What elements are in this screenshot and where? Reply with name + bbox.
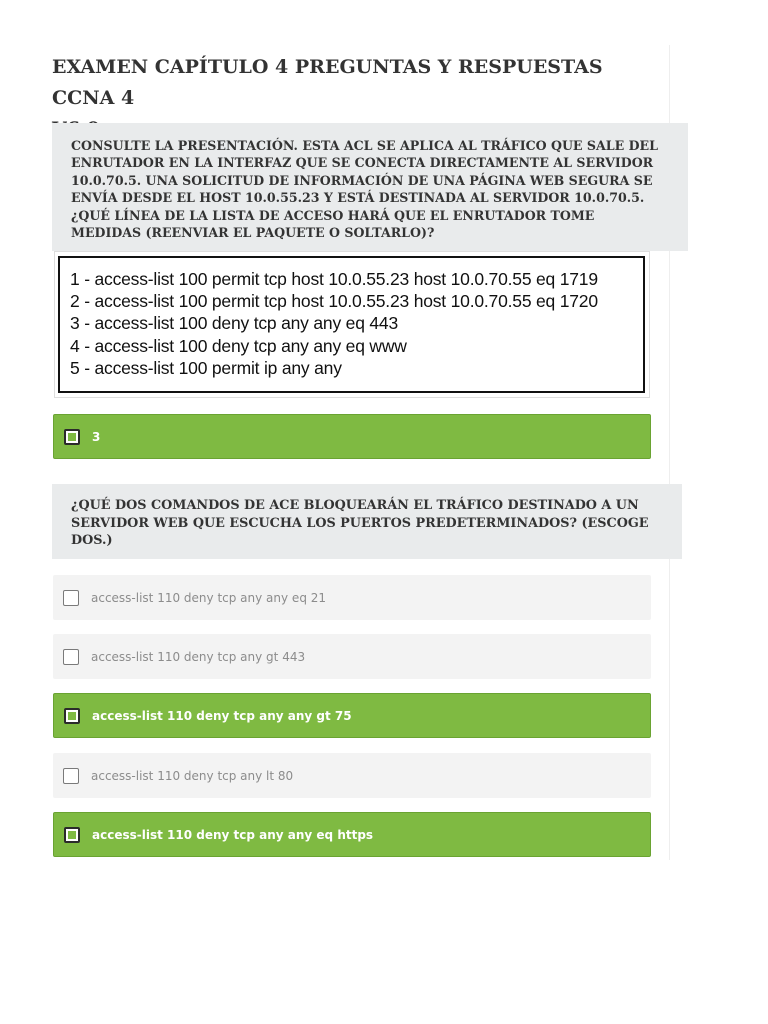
answer-option-lt-80[interactable] (53, 753, 651, 798)
question-text-line: ¿QUÉ LÍNEA DE LA LISTA DE ACCESO HARÁ QUE EL ENRUTADOR TOME (71, 207, 595, 223)
question-1-prompt (52, 123, 688, 251)
acl-line: 3 - access-list 100 deny tcp any any eq 443 (70, 313, 398, 334)
acl-line: 1 - access-list 100 permit tcp host 10.0.55.23 host 10.0.70.55 eq 1719 (70, 269, 598, 289)
answer-option-label: 3 (92, 429, 101, 444)
answer-option-label: access-list 110 deny tcp any lt 80 (91, 768, 294, 783)
question-text-line: DOS.) (71, 533, 113, 549)
answer-option-label: access-list 110 deny tcp any any eq https (92, 827, 374, 842)
acl-exhibit (58, 256, 645, 393)
checked-checkbox-icon[interactable] (64, 708, 80, 724)
question-text-line: ENVÍA DESDE EL HOST 10.0.55.23 Y ESTÁ DESTINADA AL SERVIDOR 10.0.70.5. (71, 190, 645, 206)
answer-option-label: access-list 110 deny tcp any any eq 21 (91, 590, 327, 605)
page-title-line: EXAMEN CAPÍTULO 4 PREGUNTAS Y RESPUESTAS CCNA 4 (52, 56, 603, 109)
unchecked-checkbox-icon[interactable] (63, 590, 79, 606)
checked-checkbox-icon[interactable] (64, 429, 80, 445)
question-text-line: MEDIDAS (REENVIAR EL PAQUETE O SOLTARLO)? (71, 225, 435, 241)
question-text-line: ¿QUÉ DOS COMANDOS DE ACE BLOQUEARÁN EL TRÁFICO DESTINADO A UN (71, 498, 639, 513)
question-text-line: 10.0.70.5. UNA SOLICITUD DE INFORMACIÓN DE UNA PÁGINA WEB SEGURA SE (71, 172, 653, 188)
acl-line: 4 - access-list 100 deny tcp any any eq www (70, 335, 407, 356)
checked-checkbox-icon[interactable] (64, 827, 80, 843)
unchecked-checkbox-icon[interactable] (63, 768, 79, 784)
acl-line: 5 - access-list 100 permit ip any any (70, 357, 342, 378)
answer-option-eq-https[interactable] (53, 812, 651, 857)
answer-option-eq-21[interactable] (53, 575, 651, 620)
unchecked-checkbox-icon[interactable] (63, 649, 79, 665)
answer-option-label: access-list 110 deny tcp any gt 443 (91, 649, 306, 664)
answer-option-3[interactable] (53, 414, 651, 459)
answer-option-gt-75[interactable] (53, 693, 651, 738)
acl-line: 2 - access-list 100 permit tcp host 10.0.55.23 host 10.0.70.55 eq 1720 (70, 291, 598, 312)
answer-option-label: access-list 110 deny tcp any any gt 75 (92, 708, 352, 723)
answer-option-gt-443[interactable] (53, 634, 651, 679)
question-text-line: ENRUTADOR EN LA INTERFAZ QUE SE CONECTA DIRECTAMENTE AL SERVIDOR (71, 155, 654, 171)
question-text-line: SERVIDOR WEB QUE ESCUCHA LOS PUERTOS PREDETERMINADOS? (ESCOGE (71, 515, 649, 531)
question-2-prompt (52, 484, 682, 559)
question-text-line: CONSULTE LA PRESENTACIÓN. ESTA ACL SE APLICA AL TRÁFICO QUE SALE DEL (71, 138, 658, 153)
